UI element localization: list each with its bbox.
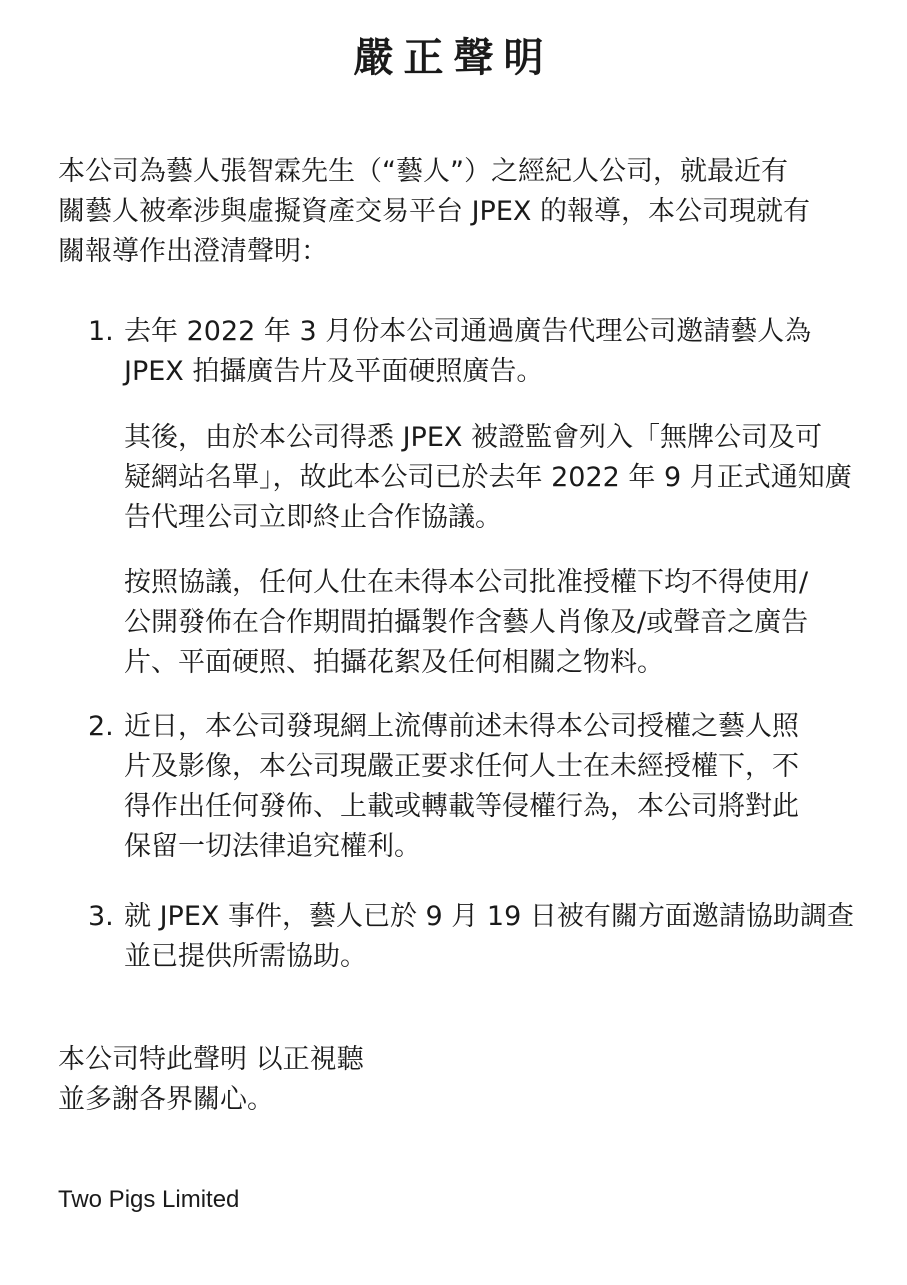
- list-item-line: 得作出任何發佈、上載或轉載等侵權行為，本公司將對此: [124, 791, 799, 822]
- list-item-body: [124, 707, 874, 867]
- sub-paragraph-1: [124, 418, 874, 538]
- closing-paragraph: [58, 1040, 558, 1120]
- company-signature: Two Pigs Limited: [58, 1186, 240, 1213]
- sub-paragraph-line: 按照協議，任何人仕在未得本公司批准授權下均不得使用/: [124, 567, 809, 598]
- list-item-line: 就 JPEX 事件，藝人已於 9 月 19 日被有關方面邀請協助調查: [124, 901, 854, 932]
- list-item-line: 保留一切法律追究權利。: [124, 831, 421, 862]
- list-item-line: 近日，本公司發現網上流傳前述未得本公司授權之藝人照: [124, 711, 799, 742]
- page-title: 嚴正聲明: [353, 35, 554, 81]
- closing-line: 本公司特此聲明 以正視聽: [58, 1044, 364, 1075]
- list-item-line: 並已提供所需協助。: [124, 941, 367, 972]
- sub-paragraph-2: [124, 563, 874, 683]
- sub-paragraph-line: 其後，由於本公司得悉 JPEX 被證監會列入「無牌公司及可: [124, 422, 822, 453]
- list-item-line: 去年 2022 年 3 月份本公司通過廣告代理公司邀請藝人為: [124, 316, 812, 347]
- intro-paragraph: [58, 152, 873, 272]
- sub-paragraph-line: 告代理公司立即終止合作協議。: [124, 502, 502, 533]
- sub-paragraph-line: 疑網站名單」，故此本公司已於去年 2022 年 9 月正式通知廣: [124, 462, 852, 493]
- sub-paragraph-line: 片、平面硬照、拍攝花絮及任何相關之物料。: [124, 647, 664, 678]
- list-item-body: [124, 897, 874, 977]
- intro-line: 關報導作出澄清聲明：: [58, 236, 328, 267]
- list-item-line: JPEX 拍攝廣告片及平面硬照廣告。: [124, 356, 544, 387]
- intro-line: 本公司為藝人張智霖先生（“藝人”）之經紀人公司，就最近有: [58, 156, 788, 187]
- list-item-number: 2.: [88, 711, 114, 742]
- list-item-body: [124, 312, 874, 392]
- intro-line: 關藝人被牽涉與虛擬資產交易平台 JPEX 的報導，本公司現就有: [58, 196, 810, 227]
- list-item-line: 片及影像，本公司現嚴正要求任何人士在未經授權下，不: [124, 751, 799, 782]
- sub-paragraph-line: 公開發佈在合作期間拍攝製作含藝人肖像及/或聲音之廣告: [124, 607, 809, 638]
- list-item-number: 1.: [88, 316, 114, 347]
- list-item-number: 3.: [88, 901, 114, 932]
- closing-line: 並多謝各界關心。: [58, 1084, 274, 1115]
